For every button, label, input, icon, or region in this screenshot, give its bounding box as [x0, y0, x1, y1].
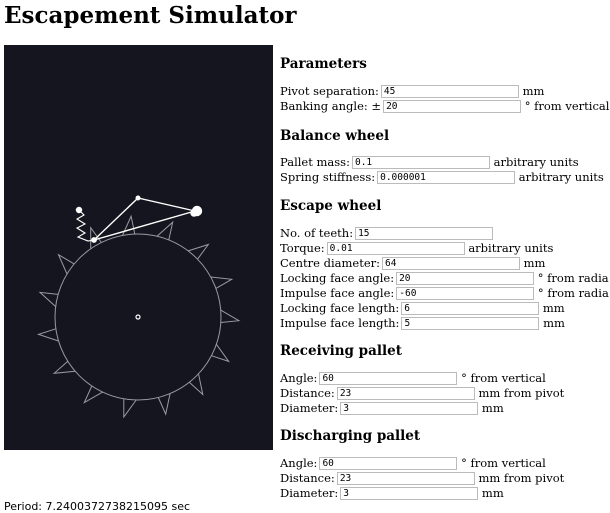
balance-wheel-section [280, 126, 604, 184]
discharging-diameter-unit: mm [481, 486, 504, 500]
anchor-pivot [136, 196, 140, 200]
receiving-angle-unit: ° from vertical [461, 371, 546, 385]
torque-row [280, 241, 553, 256]
escape-wheel-tooth [124, 399, 136, 417]
spring-stiffness-row [280, 170, 604, 185]
spring-stiffness-label: Spring stiffness: [280, 170, 376, 184]
impulse-face-length-input[interactable] [401, 317, 539, 330]
teeth-label: No. of teeth: [280, 226, 354, 240]
locking-face-angle-input[interactable] [396, 272, 534, 285]
discharging-diameter-label: Diameter: [280, 486, 339, 500]
balance-wheel-heading: Balance wheel [280, 128, 390, 144]
escape-wheel-tooth [188, 245, 208, 260]
impulse-face-angle-row [280, 286, 609, 301]
impulse-face-angle-input[interactable] [396, 287, 534, 300]
pallet-mass-row [280, 155, 579, 170]
escape-wheel-tooth [84, 386, 102, 403]
locking-face-length-input[interactable] [401, 302, 539, 315]
locking-face-angle-label: Locking face angle: [280, 271, 395, 285]
torque-unit: arbitrary units [468, 241, 554, 255]
escape-wheel-section [280, 196, 609, 330]
impulse-face-angle-unit: ° from radia [537, 286, 609, 300]
teeth-row [280, 226, 493, 241]
locking-face-length-unit: mm [542, 301, 565, 315]
pallet-mass-label: Pallet mass: [280, 155, 350, 169]
torque-input[interactable] [327, 242, 465, 255]
discharging-pallet [92, 238, 96, 242]
impulse-face-angle-label: Impulse face angle: [280, 286, 395, 300]
escape-wheel-tooth [221, 310, 239, 322]
pivot-separation-unit: mm [522, 84, 545, 98]
discharging-distance-row [280, 471, 564, 486]
pivot-separation-label: Pivot separation: [280, 84, 379, 98]
banking-angle-unit: ° from vertical [524, 99, 610, 113]
locking-face-length-label: Locking face length: [280, 301, 400, 315]
escape-wheel-heading: Escape wheel [280, 198, 382, 214]
balance-spring [77, 210, 94, 241]
pallet-mass [191, 210, 197, 216]
discharging-diameter-input[interactable] [340, 487, 478, 500]
pivot-separation-input[interactable] [381, 85, 519, 98]
discharging-angle-label: Angle: [280, 456, 318, 470]
centre-diameter-row [280, 256, 545, 271]
pivot-separation-row [280, 84, 544, 99]
pallet-mass-unit: arbitrary units [493, 155, 579, 169]
torque-label: Torque: [280, 241, 325, 255]
escape-wheel-tooth [123, 216, 135, 235]
receiving-diameter-row [280, 401, 504, 416]
receiving-distance-unit: mm from pivot [478, 386, 565, 400]
discharging-diameter-row [280, 486, 504, 501]
teeth-input[interactable] [355, 227, 493, 240]
receiving-distance-label: Distance: [280, 386, 335, 400]
escape-wheel [39, 216, 239, 417]
period-readout: Period: 7.2400372738215095 sec [4, 500, 191, 513]
receiving-distance-row [280, 386, 564, 401]
impulse-face-length-unit: mm [543, 316, 565, 330]
escapement-canvas[interactable] [4, 45, 273, 450]
anchor [77, 196, 202, 242]
receiving-pallet-section [280, 341, 565, 415]
escape-wheel-tooth [211, 344, 228, 361]
discharging-pallet-section [280, 426, 565, 500]
discharging-distance-input[interactable] [337, 472, 475, 485]
escape-wheel-tooth [39, 329, 59, 341]
centre-diameter-input[interactable] [382, 257, 520, 270]
receiving-angle-row [280, 371, 546, 386]
parameters-heading: Parameters [280, 56, 367, 72]
discharging-pallet-heading: Discharging pallet [280, 428, 421, 444]
discharging-distance-label: Distance: [280, 471, 335, 485]
discharging-angle-unit: ° from vertical [461, 456, 546, 470]
page-title: Escapement Simulator [4, 2, 297, 29]
receiving-pallet-heading: Receiving pallet [280, 343, 402, 359]
discharging-angle-input[interactable] [319, 457, 457, 470]
receiving-diameter-input[interactable] [340, 402, 478, 415]
receiving-distance-input[interactable] [337, 387, 475, 400]
centre-diameter-label: Centre diameter: [280, 256, 380, 270]
receiving-diameter-label: Diameter: [280, 401, 339, 415]
locking-face-angle-row [280, 271, 609, 286]
spring-stiffness-input[interactable] [377, 171, 515, 184]
anchor-frame [94, 198, 195, 240]
receiving-angle-input[interactable] [319, 372, 457, 385]
banking-angle-row [280, 99, 609, 114]
impulse-face-length-label: Impulse face length: [280, 316, 400, 330]
escape-wheel-rim [55, 234, 221, 400]
spring-stiffness-unit: arbitrary units [518, 170, 604, 184]
spring-anchor-point [77, 208, 82, 213]
discharging-distance-unit: mm from pivot [478, 471, 565, 485]
locking-face-angle-unit: ° from radia [537, 271, 609, 285]
wheel-centre-pivot [136, 315, 140, 319]
centre-diameter-unit: mm [523, 256, 546, 270]
banking-angle-label: Banking angle: ± [280, 99, 382, 113]
receiving-angle-label: Angle: [280, 371, 318, 385]
parameters-section [280, 54, 610, 113]
escape-wheel-tooth [40, 292, 58, 306]
receiving-diameter-unit: mm [481, 401, 504, 415]
banking-angle-input[interactable] [383, 100, 521, 113]
pallet-mass-input[interactable] [352, 156, 490, 169]
escape-wheel-tooth [59, 255, 75, 274]
locking-face-length-row [280, 301, 565, 316]
discharging-angle-row [280, 456, 546, 471]
impulse-face-length-row [280, 316, 565, 331]
